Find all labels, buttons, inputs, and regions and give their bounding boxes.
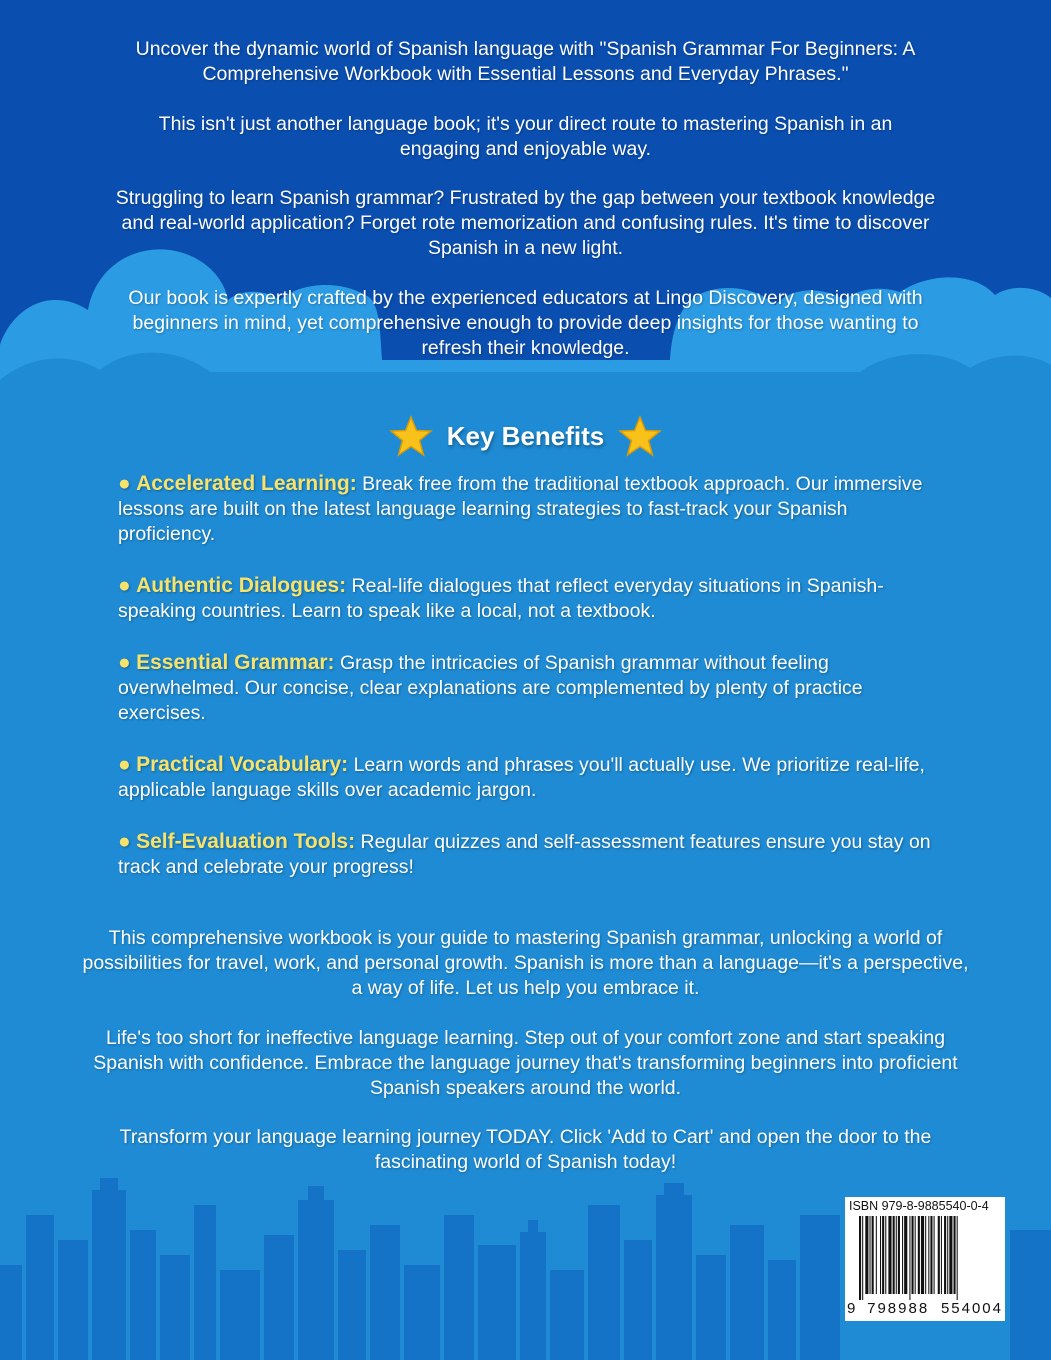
intro-paragraph: Struggling to learn Spanish grammar? Frustrated by the gap between your textbook knowledge and real-world application? Forget rote memorization and confusing rules. It's time to discover Spanish in a new light. bbox=[115, 187, 936, 259]
key-benefits-heading bbox=[0, 412, 1051, 460]
benefit-text: Real-life dialogues that reflect everyday situations in Spanish-speaking countries. Learn to speak like a local, not a textbook. bbox=[118, 575, 884, 622]
barcode-bar bbox=[941, 1216, 942, 1294]
outro-paragraph: This comprehensive workbook is your guide to mastering Spanish grammar, unlocking a world of possibilities for travel, work, and personal growth. Spanish is more than a language—it's a perspective, a way of life. Let us help you embrace it. bbox=[82, 927, 969, 999]
benefit-item bbox=[118, 573, 933, 624]
benefit-title: Essential Grammar: bbox=[136, 651, 335, 674]
outro-section bbox=[0, 926, 1051, 1200]
star-icon bbox=[618, 415, 662, 457]
barcode-bar bbox=[915, 1216, 916, 1294]
isbn-lead-digit: 9 bbox=[847, 1300, 856, 1317]
barcode-bar bbox=[872, 1216, 874, 1294]
barcode-bar bbox=[909, 1216, 910, 1300]
barcode-bar bbox=[882, 1216, 884, 1294]
star-icon bbox=[389, 415, 433, 457]
barcode-bar bbox=[880, 1216, 881, 1294]
isbn-left-digits: 798988 bbox=[867, 1300, 930, 1317]
barcode-bar bbox=[876, 1216, 877, 1294]
benefit-item bbox=[118, 650, 933, 726]
bullet-icon: ● bbox=[118, 472, 131, 495]
benefit-item bbox=[118, 752, 933, 803]
barcode-bar bbox=[934, 1216, 935, 1294]
section-title: Key Benefits bbox=[446, 420, 605, 451]
bullet-icon: ● bbox=[118, 651, 131, 674]
barcode-bar bbox=[928, 1216, 929, 1294]
barcode-bar bbox=[888, 1216, 891, 1294]
benefit-item bbox=[118, 829, 933, 880]
barcode-bar bbox=[862, 1216, 863, 1300]
barcode-bars bbox=[859, 1216, 995, 1300]
benefit-title: Authentic Dialogues: bbox=[136, 574, 347, 597]
barcode-bar bbox=[938, 1216, 940, 1294]
outro-paragraph: Life's too short for ineffective language learning. Step out of your comfort zone and start speaking Spanish with confidence. Embrace the language journey that's transforming beginners into proficient Spanish speakers around the world. bbox=[93, 1026, 958, 1099]
intro-paragraph: Uncover the dynamic world of Spanish language with "Spanish Grammar For Beginners: A Comprehensive Workbook with Essential Lessons and Everyday Phrases." bbox=[135, 38, 916, 85]
isbn-label: ISBN 979-8-9885540-0-4 bbox=[849, 1199, 989, 1213]
barcode-bar bbox=[870, 1216, 871, 1294]
bullet-icon: ● bbox=[118, 574, 131, 597]
barcode-bar bbox=[954, 1216, 956, 1294]
benefit-text: Grasp the intricacies of Spanish grammar without feeling overwhelmed. Our concise, clear explanations are complemented by plenty of practice exercises. bbox=[118, 652, 863, 724]
isbn-digits bbox=[847, 1300, 1003, 1317]
intro-section bbox=[0, 37, 1051, 385]
benefit-text: Regular quizzes and self-assessment features ensure you stay on track and celebrate your progress! bbox=[118, 831, 931, 878]
bullet-icon: ● bbox=[118, 830, 131, 853]
outro-paragraph: Transform your language learning journey TODAY. Click 'Add to Cart' and open the door to the fascinating world of Spanish today! bbox=[119, 1126, 932, 1173]
bullet-icon: ● bbox=[118, 753, 131, 776]
barcode-bar bbox=[885, 1216, 886, 1294]
barcode-bar bbox=[904, 1216, 907, 1294]
benefit-title: Practical Vocabulary: bbox=[136, 753, 349, 776]
benefits-list bbox=[118, 471, 933, 906]
barcode-bar bbox=[918, 1216, 920, 1294]
intro-paragraph: This isn't just another language book; it's your direct route to mastering Spanish in an engaging and enjoyable way. bbox=[158, 112, 893, 160]
barcode-bar bbox=[896, 1216, 897, 1294]
isbn-barcode bbox=[845, 1197, 1005, 1321]
barcode-bar bbox=[944, 1216, 946, 1294]
barcode-bar bbox=[865, 1216, 868, 1294]
benefit-title: Self-Evaluation Tools: bbox=[136, 830, 356, 853]
benefit-item bbox=[118, 471, 933, 547]
barcode-bar bbox=[947, 1216, 948, 1294]
benefit-text: Break free from the traditional textbook approach. Our immersive lessons are built on the latest language learning strategies to fast-track your Spanish proficiency. bbox=[118, 473, 923, 545]
barcode-bar bbox=[859, 1216, 861, 1300]
barcode-bar bbox=[925, 1216, 926, 1294]
barcode-bar bbox=[898, 1216, 900, 1294]
barcode-bar bbox=[930, 1216, 932, 1294]
benefit-text: Learn words and phrases you'll actually use. We prioritize real-life, applicable language skills over academic jargon. bbox=[118, 754, 925, 801]
barcode-bar bbox=[912, 1216, 914, 1294]
isbn-right-digits: 554004 bbox=[940, 1300, 1003, 1317]
barcode-bar bbox=[949, 1216, 952, 1294]
benefit-title: Accelerated Learning: bbox=[136, 472, 357, 495]
barcode-bar bbox=[893, 1216, 895, 1294]
barcode-bar bbox=[921, 1216, 924, 1294]
intro-paragraph: Our book is expertly crafted by the experienced educators at Lingo Discovery, designed with beginners in mind, yet comprehensive enough to provide deep insights for those wanting to refresh their knowledge. bbox=[128, 286, 923, 359]
barcode-bar bbox=[957, 1216, 958, 1300]
barcode-bar bbox=[902, 1216, 903, 1294]
